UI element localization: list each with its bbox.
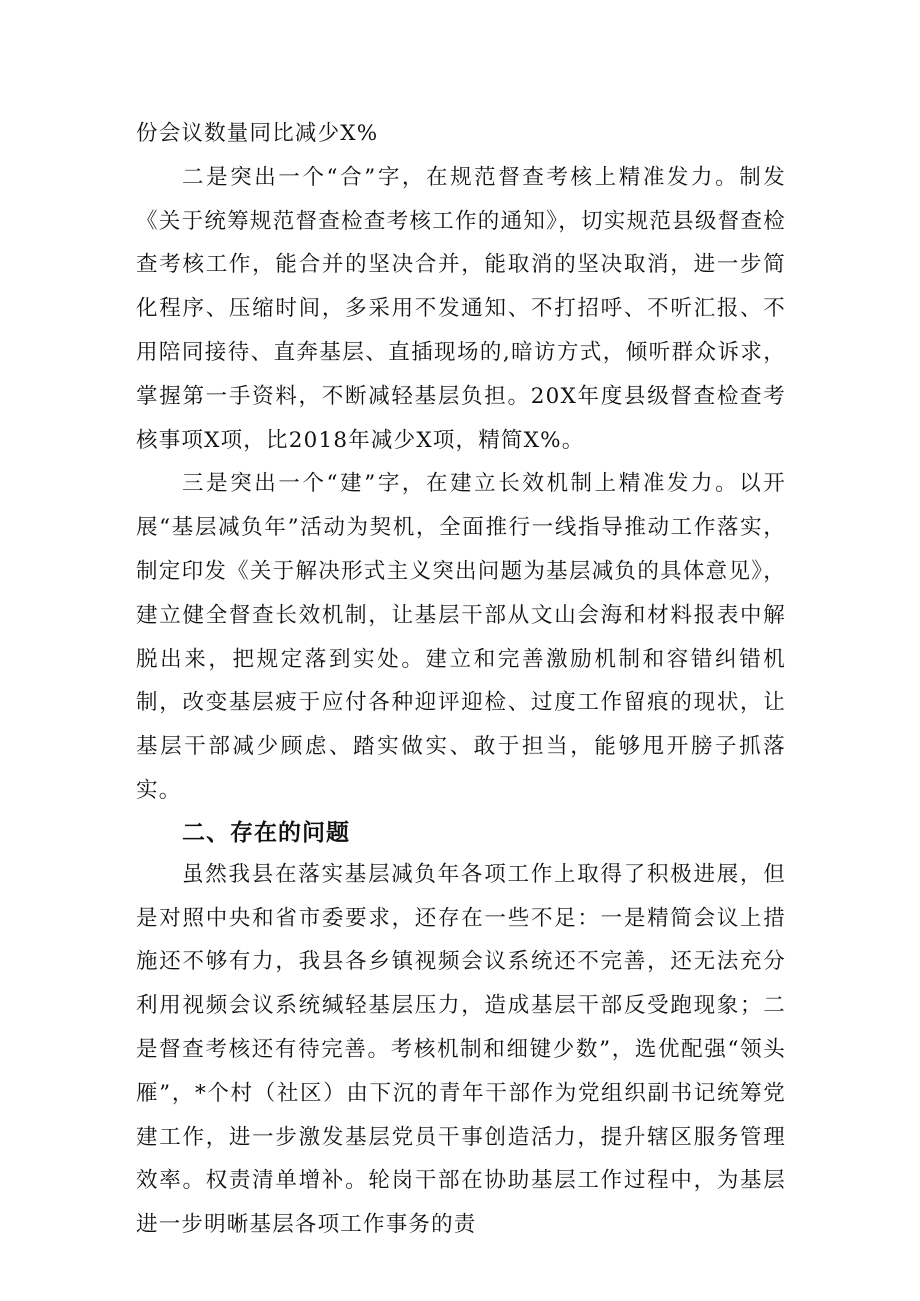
continued-paragraph: 份会议数量同比减少X% xyxy=(136,121,379,146)
paragraph-problems: 虽然我县在落实基层减负年各项工作上取得了积极进展，但是对照中央和省市委要求，还存在一些不足：一是精简会议上措施还不够有力，我县各乡镇视频会议系统还不完善，还无法充分利用视频会议系统缄轻基层压力，造成基层干部反受跑现象；二是督查考核还有待完善。考核机制和细键少数”，选优配强“领头雁”，*个村（社区）由下沉的青年干部作为党组织副书记统筹党建工作，进一步激发基层党员干事创造活力，提升辖区服务管理效率。权责清单增补。轮岗干部在协助基层工作过程中，为基层进一步明晰基层各项工作事务的责 xyxy=(136,861,786,1238)
section-heading: 二、存在的问题 xyxy=(182,819,350,846)
paragraph-jian: 三是突出一个“建”字，在建立长效机制上精准发力。以开展“基层减负年”活动为契机，全面推行一线指导推动工作落实，制定印发《关于解决形式主义突出问题为基层减负的具体意见》，建立健全督查长效机制，让基层干部从文山会海和材料报表中解脱出来，把规定落到实处。建立和完善激励机制和容错纠错机制，改变基层疲于应付各种迎评迎检、过度工作留痕的现状，让基层干部减少顾虑、踏实做实、敢于担当，能够甩开膀子抓落实。 xyxy=(136,471,786,803)
paragraph-he: 二是突出一个“合”字，在规范督查考核上精准发力。制发《关于统筹规范督查检查考核工作的通知》，切实规范县级督查检查考核工作，能合并的坚决合并，能取消的坚决取消，进一步简化程序、压缩时间，多采用不发通知、不打招呼、不听汇报、不用陪同接待、直奔基层、直插现场的,暗访方式，倾听群众诉求，掌握第一手资料，不断减轻基层负担。20X年度县级督查检查考核事项X项，比2018年减少X项，精简X%。 xyxy=(136,164,786,453)
document-page xyxy=(136,112,786,1247)
